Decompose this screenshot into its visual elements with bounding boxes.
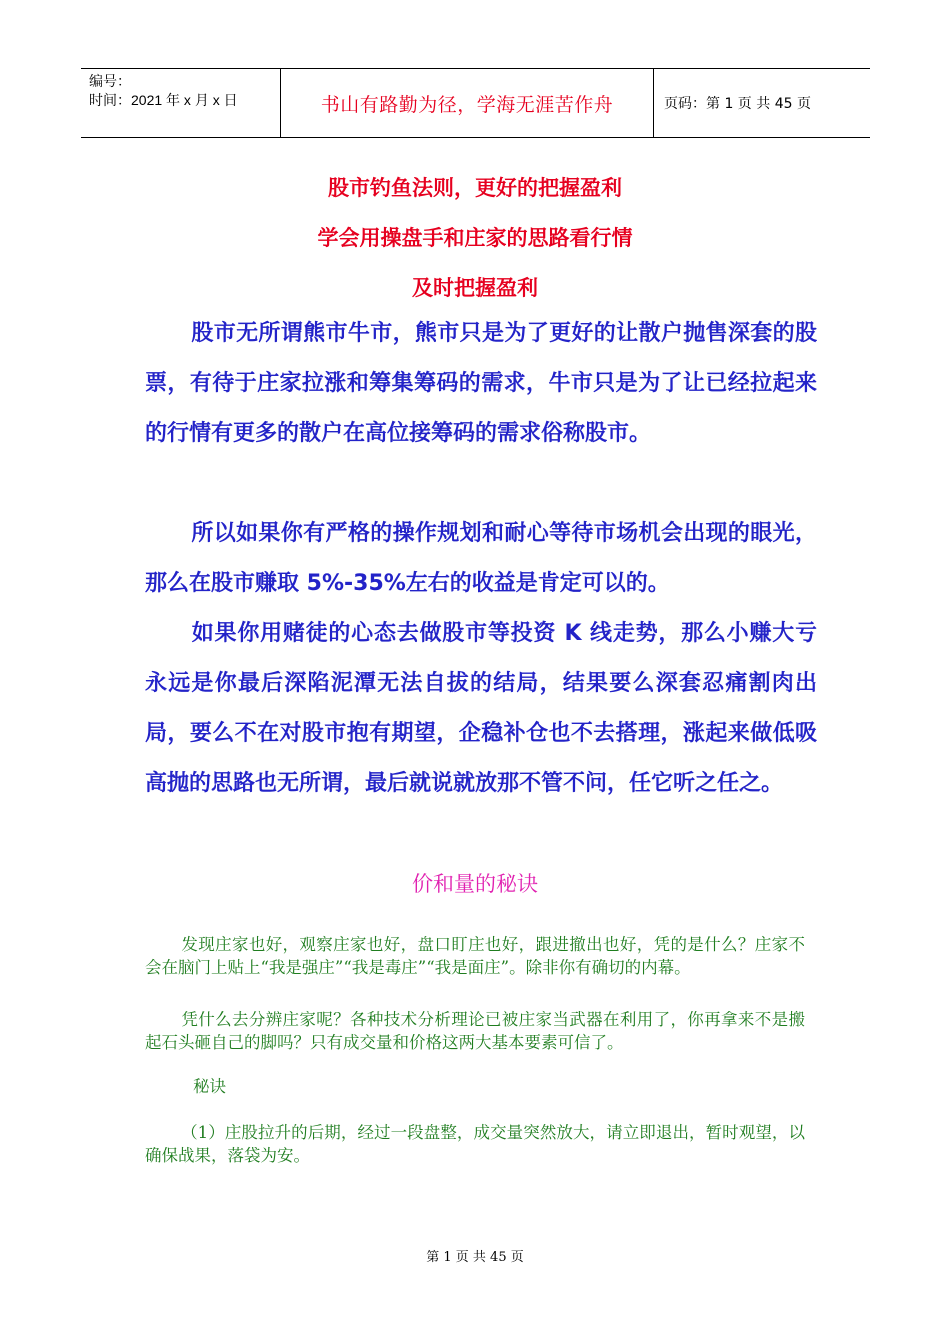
- subtitle-1: 学会用操盘手和庄家的思路看行情: [317, 226, 633, 250]
- body-paragraph-2: 凭什么去分辨庄家呢？各种技术分析理论已被庄家当武器在利用了，你再拿来不是搬起石头砸自己的脚吗？只有成交量和价格这两大基本要素可信了。: [145, 1010, 805, 1052]
- number-label: 编号：: [89, 73, 131, 89]
- body-paragraph-3: （1）庄股拉升的后期，经过一段盘整，成交量突然放大，请立即退出，暂时观望，以确保战果，落袋为安。: [145, 1123, 805, 1165]
- intro-paragraph-2: 所以如果你有严格的操作规划和耐心等待市场机会出现的眼光，那么在股市赚取 5%-35%左右的收益是肯定可以的。: [145, 521, 817, 596]
- secret-label: 秘诀: [193, 1077, 226, 1096]
- section-title: 价和量的秘诀: [412, 872, 538, 896]
- header-left-cell: [81, 69, 281, 137]
- time-label: 时间：2021 年 x 月 x 日: [89, 92, 238, 108]
- page-footer: 第 1 页 共 45 页: [426, 1250, 524, 1265]
- subtitle-2: 及时把握盈利: [412, 276, 538, 300]
- intro-paragraph-3: 如果你用赌徒的心态去做股市等投资 K 线走势，那么小赚大亏永远是你最后深陷泥潭无法自拔的结局，结果要么深套忍痛割肉出局，要么不在对股市抱有期望，企稳补仓也不去搭理，涨起来做低吸高抛的思路也无所谓，最后就说就放那不管不问，任它听之任之。: [145, 621, 817, 796]
- header-table: [81, 68, 870, 138]
- main-title: 股市钓鱼法则，更好的把握盈利: [328, 176, 622, 200]
- header-motto: 书山有路勤为径，学海无涯苦作舟: [281, 69, 654, 137]
- intro-paragraph-1: 股市无所谓熊市牛市，熊市只是为了更好的让散户抛售深套的股票，有待于庄家拉涨和筹集筹码的需求，牛市只是为了让已经拉起来的行情有更多的散户在高位接筹码的需求俗称股市。: [145, 321, 817, 446]
- body-paragraph-1: 发现庄家也好，观察庄家也好，盘口盯庄也好，跟进撤出也好，凭的是什么？庄家不会在脑门上贴上“我是强庄”“我是毒庄”“我是面庄”。除非你有确切的内幕。: [145, 935, 805, 977]
- header-page-info: 页码：第 1 页 共 45 页: [664, 96, 811, 112]
